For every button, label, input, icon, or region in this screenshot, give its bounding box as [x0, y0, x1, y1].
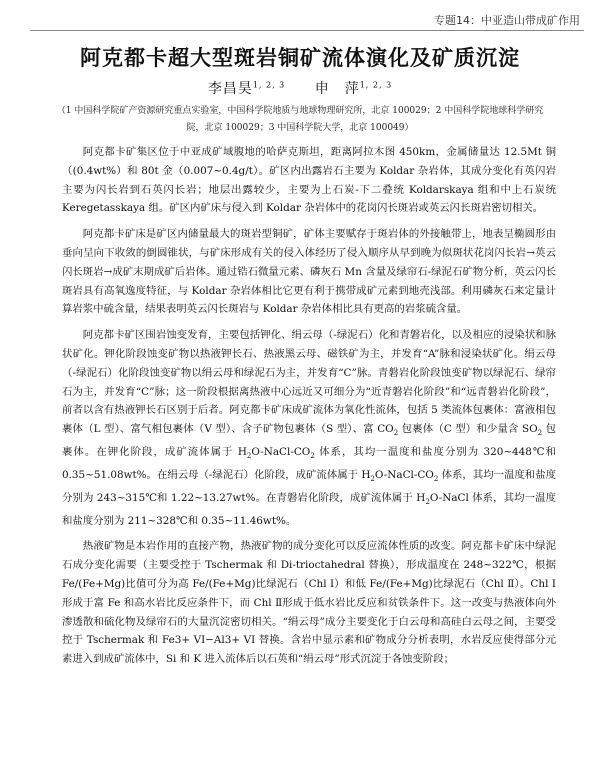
body-paragraph [62, 225, 556, 319]
author [208, 81, 285, 97]
body-paragraph [62, 143, 556, 218]
subscript: 2 [310, 452, 315, 461]
paragraph-text: 热液矿物是本岩作用的直接产物，热液矿物的成分变化可以反应流体性质的改变。阿克都卡矿床中绿泥石成分变化需要（主要受控于 Tschermak 和 Di-trioctahedral 替换），形成温度在 248~322℃，根据 Fe/(Fe+Mg)比值可分为高 Fe/(Fe+Mg)比绿泥石（Chl Ⅰ）和低 Fe/(Fe+Mg)比绿泥石（Chl Ⅱ）。Chl Ⅰ形成于富 Fe 和高水岩比反应条件下，而 Chl Ⅱ形成于低水岩比反应和贫铁条件下。这一改变与热液体向外渗透散和硫化物及绿帘石的大量沉淀密切相关。“绢云母”成分主要变化于白云母和高硅白云母之间，主要受控于 Tschermak 和 Fe3+ VI−Al3+ VI 替换。含岩中显示素和矿物成分分析表明，水岩反应使得部分元素进入到成矿流体中，Si 和 K 进入流体后以石英和“绢云母”形式沉淀于各蚀变阶段； [62, 540, 556, 666]
paragraph-text: 体系，其均一温度和盐度分别为 320~448℃和 0.35~51.08wt%。在绢云母（-绿泥石）化阶段，成矿流体属于 H [62, 446, 556, 481]
running-header: 专题14：中亚造山带成矿作用 [434, 14, 580, 27]
paragraph-text: 阿克都卡矿区围岩蚀变发育，主要包括钾化、绢云母（-绿泥石）化和青磐岩化，以及相应的浸染状和脉状矿化。钾化阶段蚀变矿物以热液钾长石、热液黑云母、磁铁矿为主，并发育“A”脉和浸染状矿化。绢云母（-绿泥石）化阶段蚀变矿物以绢云母和绿泥石为主，并发育“C”脉。青磐岩化阶段蚀变矿物以绿泥石、绿帘石为主，并发育“C”脉；这一阶段根据离热液中心远近又可细分为“近青磐岩化阶段”和“远青磐岩化阶段”，前者以含有热液钾长石区别于后者。阿克都卡矿床成矿流体为氧化性流体，包括 5 类流体包裹体：富液相包裹体（L 型）、富气相包裹体（V 型）、含子矿物包裹体（S 型）、富 CO [62, 329, 556, 436]
paragraph-text: 体系，其均一温度和盐度分别为 243~315℃和 1.22~13.27wt%。在青磐岩化阶段，成矿流体属于 H [62, 468, 556, 504]
author-name: 申 萍 [314, 81, 360, 97]
body-text [62, 143, 556, 676]
paragraph-text: 包裹体（C 型）和少量含 SO [398, 423, 538, 436]
author-list [0, 78, 600, 98]
body-paragraph [62, 326, 556, 530]
author [315, 81, 392, 97]
paragraph-text: O-NaCl-CO [374, 468, 434, 481]
subscript: 2 [370, 474, 375, 483]
paragraph-text: 阿克都卡矿集区位于中亚成矿域腹地的哈萨克斯坦，距离阿拉木图 450km，金属储量达 12.5Mt 铜（(0.4wt%）和 80t 金（0.007~0.4g/t）。矿区内出露岩石主要为 Koldar 杂岩体，其成分变化有英闪岩主要为闪长岩到石英闪长岩；地层出露较少，主要为上石炭-下二叠统 Koldarskaya 组和中上石炭统 Keregetasskaya 组。矿区内矿床与侵入到 Koldar 杂岩体中的花岗闪长斑岩或英云闪长斑岩密切相关。 [62, 146, 556, 215]
subscript: 2 [433, 474, 439, 483]
paragraph-text: 包裹体。在钾化阶段，成矿流体属于 H [62, 423, 556, 459]
paragraph-text: O-NaCl 体系，其均一温度和盐度分别为 211~328℃和 0.35~11.46wt%。 [62, 491, 556, 527]
affiliation-mark: 1, 2, 3 [359, 80, 393, 90]
paper-title: 阿克都卡超大型斑岩铜矿流体演化及矿质沉淀 [80, 46, 520, 70]
paragraph-text: 阿克都卡矿床是矿区内储量最大的斑岩型铜矿，矿体主要赋存于斑岩体的外接触带上，地表呈椭圆形由垂向呈向下收敛的倒圆锥状，与矿床形成有关的侵入体经历了侵入顺序从早到晚为似斑状花岗闪长岩→英云闪长斑岩→成矿末期成矿后岩体。通过锆石微量元素、磷灰石 Mn 含量及绿帘石-绿泥石矿物分析，英云闪长斑岩具有高氧逸度特征，与 Koldar 杂岩体相比它更有利于携带成矿元素到地壳浅部。利用磷灰石来定量计算岩浆中硫含量，结果表明英云闪长斑岩与 Koldar 杂岩体相比具有更高的岩浆硫含量。 [62, 228, 556, 316]
subscript: 2 [537, 429, 543, 438]
affiliation-mark: 1, 2, 3 [252, 80, 286, 90]
header-divider [30, 30, 584, 31]
subscript: 2 [393, 429, 399, 438]
subscript: 2 [425, 497, 430, 506]
body-paragraph [62, 537, 556, 669]
author-name: 李昌昊 [207, 81, 253, 97]
paragraph-text: O-NaCl-CO [251, 446, 311, 459]
subscript: 2 [246, 452, 252, 461]
affiliation: （1 中国科学院矿产资源研究重点实验室，中国科学院地质与地球物理研究所，北京 100029；2 中国科学院地球科学研究院，北京 100029；3 中国科学院大学，北京 100049） [56, 106, 544, 133]
